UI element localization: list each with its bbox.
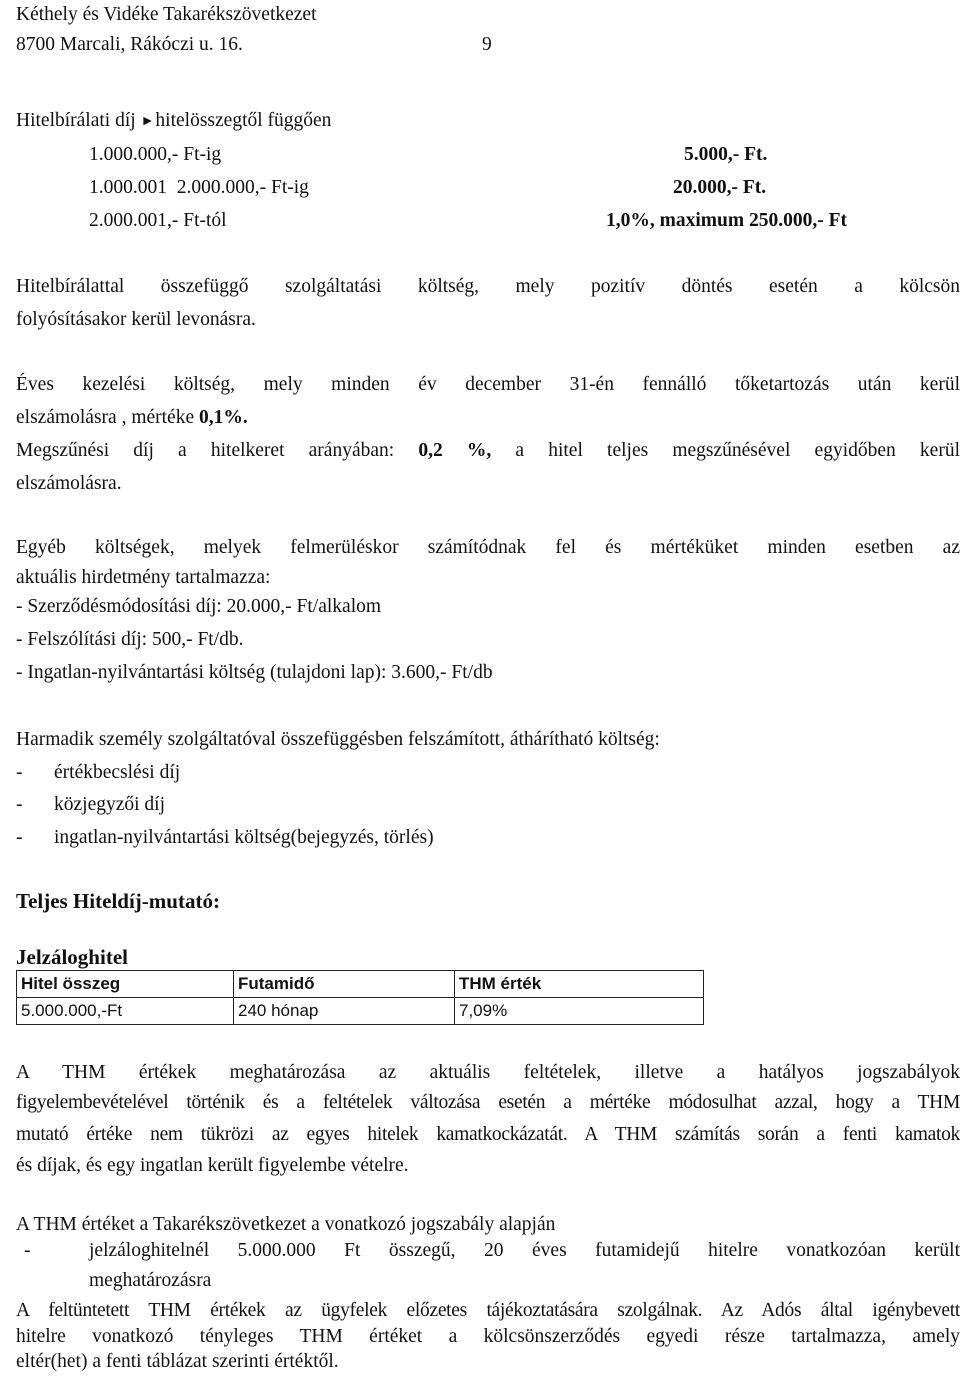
termination-line-1	[16, 436, 960, 466]
table-header-cell: THM érték	[455, 971, 704, 998]
third-party-heading: Harmadik személy szolgáltatóval összefüggésben felszámított, áthárítható költség:	[16, 729, 660, 750]
page-number: 9	[482, 34, 492, 55]
annual-cost-text: elszámolásra , mértéke	[16, 407, 199, 428]
service-cost-line-2: folyósításakor kerül levonásra.	[16, 309, 256, 330]
thm-note-line-2: figyelembevételével történik és a feltételek változása esetén a mértéke módosulhat azzal, hogy a THM	[16, 1092, 960, 1113]
table-header-row	[17, 971, 704, 998]
thm-basis-item-line-2: meghatározásra	[89, 1270, 212, 1291]
fee-value-1: 5.000,- Ft.	[684, 144, 768, 165]
list-dash: -	[16, 762, 23, 783]
service-cost-line-1: Hitelbírálattal összefüggő szolgáltatási költség, mely pozitív döntés esetén a kölcsön	[16, 276, 960, 297]
fee-range-3: 2.000.001,- Ft-tól	[89, 210, 227, 231]
final-line-2: hitelre vonatkozó tényleges THM értéket a kölcsönszerződés egyedi része tartalmazza, amely	[16, 1326, 960, 1347]
annual-cost-rate: 0,1%.	[199, 407, 248, 428]
list-dash: -	[24, 1240, 31, 1261]
other-cost-item: - Felszólítási díj: 500,- Ft/db.	[16, 629, 244, 650]
table-cell: 5.000.000,-Ft	[17, 998, 234, 1025]
org-name: Kéthely és Vidéke Takarékszövetkezet	[16, 4, 317, 25]
fee-value-3: 1,0%, maximum 250.000,- Ft	[606, 210, 848, 231]
list-dash: -	[16, 794, 23, 815]
thm-subheading: Jelzáloghitel	[16, 945, 128, 969]
termination-line-2: elszámolásra.	[16, 473, 122, 494]
fee-range-2: 1.000.001 2.000.000,- Ft-ig	[89, 177, 309, 198]
third-party-item: - értékbecslési díj	[16, 758, 180, 788]
termination-text-b: a hitel teljes megszűnésével egyidőben kerül	[491, 440, 960, 461]
thm-note-line-3: mutató értéke nem tükrözi az egyes hitelek kamatkockázatát. A THM számítás során a fenti kamatok	[16, 1124, 960, 1145]
other-cost-item: - Szerződésmódosítási díj: 20.000,- Ft/alkalom	[16, 596, 382, 617]
table-cell: 7,09%	[455, 998, 704, 1025]
fee-range-1: 1.000.000,- Ft-ig	[89, 144, 222, 165]
org-address: 8700 Marcali, Rákóczi u. 16.	[16, 34, 243, 55]
other-costs-line-1: Egyéb költségek, melyek felmerüléskor számítódnak fel és mértéküket minden esetben az	[16, 537, 960, 558]
thm-heading: Teljes Hiteldíj-mutató:	[16, 889, 220, 913]
termination-rate: 0,2 %,	[418, 440, 492, 461]
table-header-cell: Hitel összeg	[17, 971, 234, 998]
third-party-item: - ingatlan-nyilvántartási költség(bejegyzés, törlés)	[16, 823, 434, 853]
final-line-3: eltér(het) a fenti táblázat szerinti értéktől.	[16, 1351, 339, 1372]
table-cell: 240 hónap	[234, 998, 455, 1025]
arrow-right-icon: ►	[140, 114, 155, 129]
thm-note-line-4: és díjak, és egy ingatlan került figyelembe vételre.	[16, 1155, 409, 1176]
fee-table-title-suffix: hitelösszegtől függően	[155, 110, 332, 131]
fee-value-2: 20.000,- Ft.	[673, 177, 767, 198]
thm-note-line-1: A THM értékek meghatározása az aktuális feltételek, illetve a hatályos jogszabályok	[16, 1062, 960, 1083]
final-line-1: A feltüntetett THM értékek az ügyfelek előzetes tájékoztatására szolgálnak. Az Adós által igénybevett	[16, 1300, 960, 1321]
fee-table-title-prefix: Hitelbírálati díj	[16, 110, 136, 131]
list-dash: -	[16, 827, 23, 848]
third-party-item: - közjegyzői díj	[16, 790, 165, 820]
thm-basis-line-1: A THM értéket a Takarékszövetkezet a vonatkozó jogszabály alapján	[16, 1214, 556, 1235]
annual-cost-line-1: Éves kezelési költség, mely minden év december 31-én fennálló tőketartozás után kerül	[16, 374, 960, 395]
other-costs-line-2: aktuális hirdetmény tartalmazza:	[16, 567, 271, 588]
annual-cost-line-2	[16, 403, 248, 433]
thm-table	[16, 970, 704, 1025]
fee-table-title	[16, 106, 331, 137]
table-row	[17, 998, 704, 1025]
table-header-cell: Futamidő	[234, 971, 455, 998]
other-cost-item: - Ingatlan-nyilvántartási költség (tulajdoni lap): 3.600,- Ft/db	[16, 662, 493, 683]
termination-text-a: Megszűnési díj a hitelkeret arányában:	[16, 440, 419, 461]
thm-basis-item-line-1: jelzáloghitelnél 5.000.000 Ft összegű, 20 éves futamidejű hitelre vonatkozóan került	[89, 1240, 960, 1261]
